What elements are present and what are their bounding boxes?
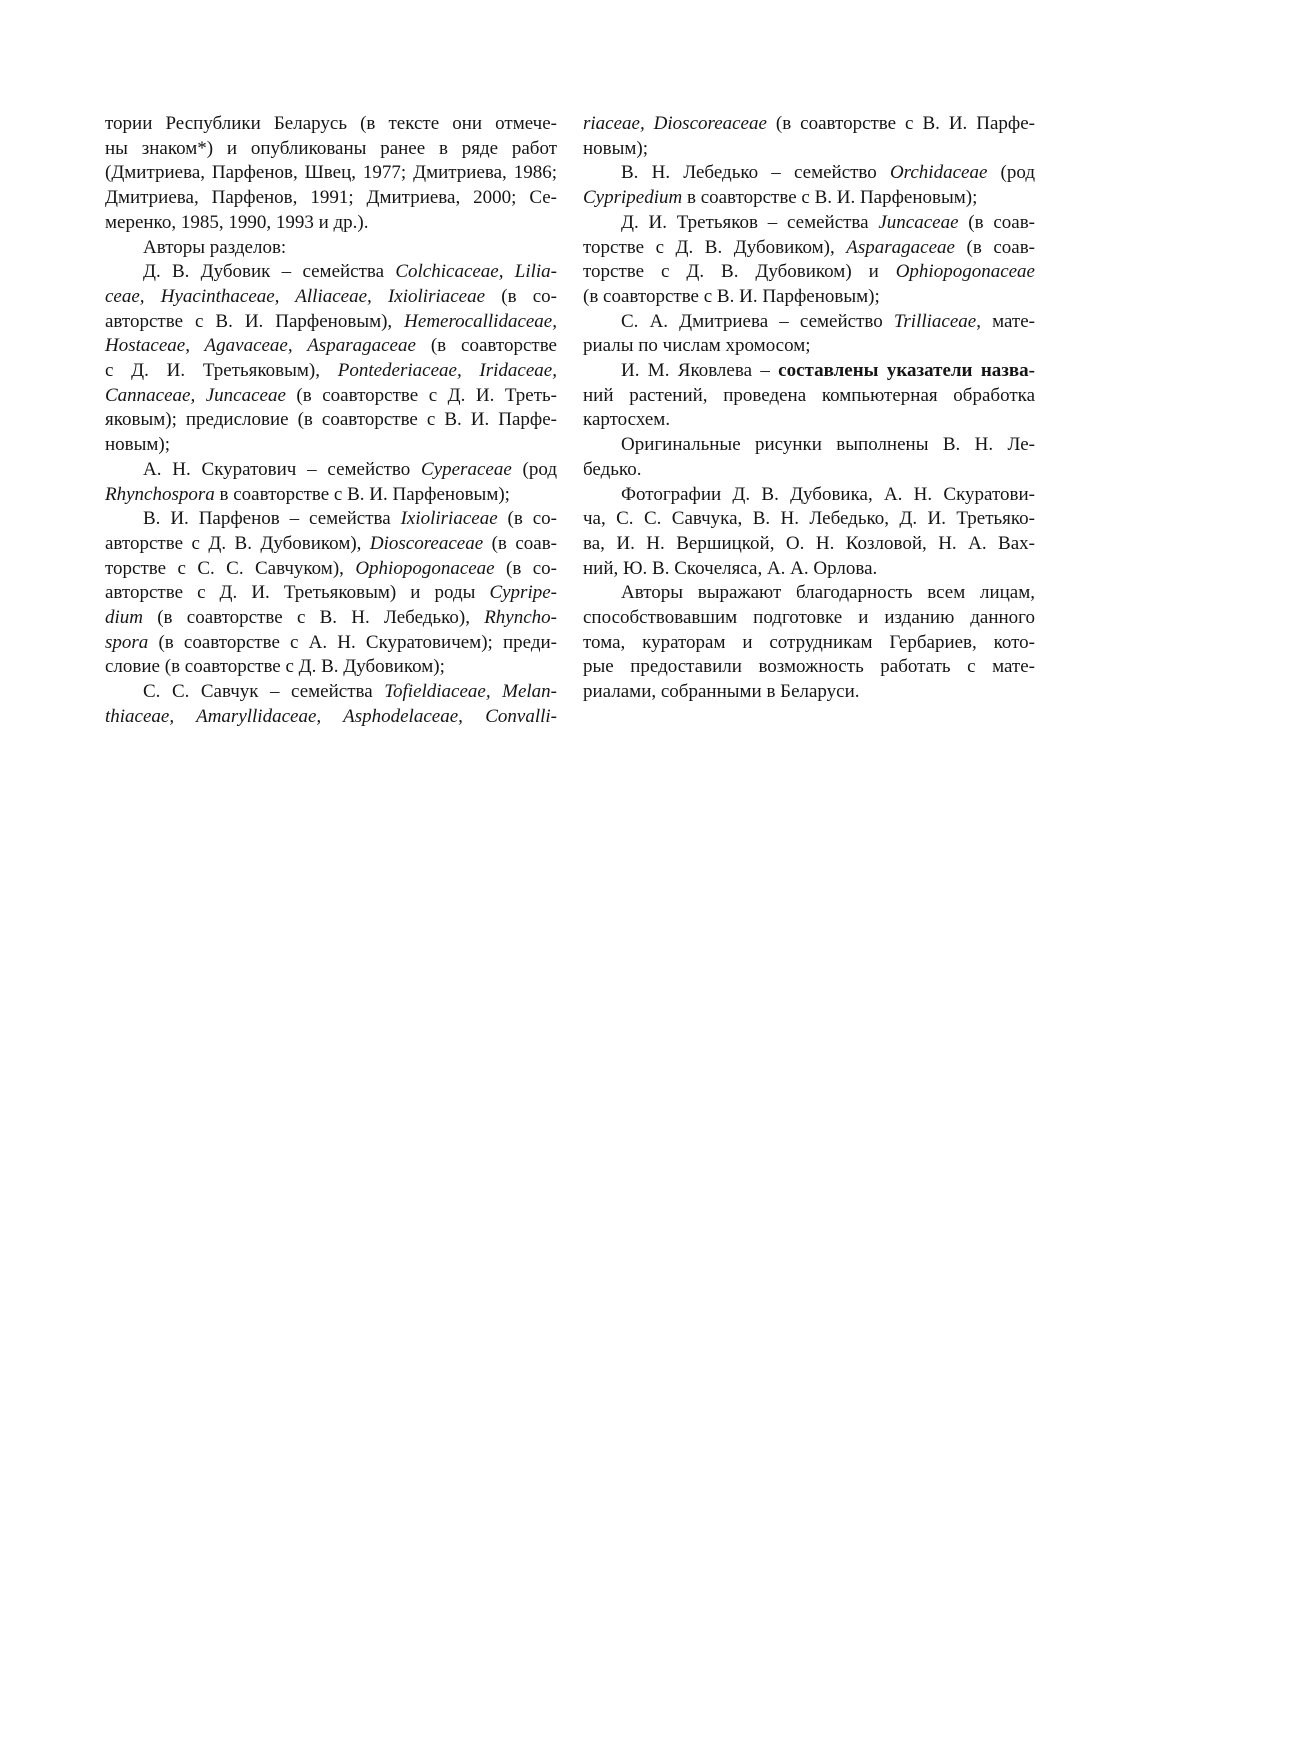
latin-taxon-name: Cannaceae, Juncaceae: [105, 384, 286, 406]
text-line: [105, 359, 557, 384]
text-line: [583, 186, 1035, 211]
text-line: [105, 137, 557, 162]
text-line: [583, 655, 1035, 680]
page-body: [105, 112, 1035, 730]
text-line: [583, 680, 1035, 705]
latin-taxon-name: Hemerocallidaceae,: [404, 310, 557, 332]
text-line: [105, 557, 557, 582]
text-run: (род: [987, 162, 1035, 184]
text-line: [105, 433, 557, 458]
text-line: [583, 236, 1035, 261]
latin-taxon-name: Cypripedium: [583, 187, 683, 209]
text-run: ний, Ю. В. Скочеляса, А. А. Орлова.: [583, 557, 878, 579]
latin-taxon-name: Rhynchospora: [105, 483, 215, 505]
text-line: [583, 557, 1035, 582]
text-run: авторстве с Д. В. Дубовиком),: [105, 532, 370, 554]
text-line: [105, 581, 557, 606]
text-run: (в соав-: [958, 211, 1035, 233]
text-line: [105, 483, 557, 508]
text-run: в соавторстве с В. И. Парфеновым);: [214, 483, 510, 505]
text-run: Оригинальные рисунки выполнены В. Н. Ле-: [621, 434, 1035, 456]
text-line: [583, 458, 1035, 483]
text-run: (в со-: [494, 557, 557, 579]
text-run: Авторы разделов:: [143, 236, 287, 258]
left-column: [105, 112, 557, 730]
bold-text-run: составлены указатели назва-: [778, 360, 1035, 382]
text-run: (в соавторстве с В. И. Парфе-: [766, 113, 1035, 134]
text-run: (в со-: [497, 508, 558, 530]
text-line: [105, 310, 557, 335]
text-line: [105, 458, 557, 483]
text-run: тории Республики Беларусь (в тексте они отмече-: [105, 113, 557, 134]
text-line: [105, 334, 557, 359]
text-run: В. И. Парфенов – семейства: [143, 508, 401, 530]
text-run: ны знаком*) и опубликованы ранее в ряде работ: [105, 137, 557, 159]
text-line: [105, 408, 557, 433]
latin-taxon-name: Pontederiaceae, Iridaceae,: [337, 360, 557, 382]
text-run: (в со-: [485, 285, 557, 307]
text-line: [105, 631, 557, 656]
text-run: способствовавшим подготовке и изданию данного: [583, 607, 1035, 629]
text-run: Д. И. Третьяков – семейства: [621, 211, 879, 233]
text-line: [583, 359, 1035, 384]
text-run: (Дмитриева, Парфенов, Швец, 1977; Дмитриева, 1986;: [105, 162, 557, 184]
text-run: , мате-: [976, 310, 1035, 332]
text-run: торстве с С. С. Савчуком),: [105, 557, 356, 579]
text-line: [583, 483, 1035, 508]
text-run: С. А. Дмитриева – семейство: [621, 310, 894, 332]
text-line: [105, 532, 557, 557]
latin-taxon-name: Ixioliriaceae: [400, 508, 498, 530]
text-line: [105, 655, 557, 680]
text-run: авторстве с В. И. Парфеновым),: [105, 310, 405, 332]
text-run: риалами, собранными в Беларуси.: [583, 681, 860, 703]
text-run: словие (в соавторстве с Д. В. Дубовиком);: [105, 656, 445, 678]
text-line: [583, 384, 1035, 409]
text-run: в соавторстве с В. И. Парфеновым);: [682, 187, 978, 209]
text-run: Дмитриева, Парфенов, 1991; Дмитриева, 2000; Се-: [105, 187, 557, 209]
text-line: [105, 186, 557, 211]
text-line: [583, 433, 1035, 458]
text-line: [583, 507, 1035, 532]
text-line: [583, 260, 1035, 285]
text-run: В. Н. Лебедько – семейство: [621, 162, 890, 184]
text-line: [583, 408, 1035, 433]
text-run: картосхем.: [583, 409, 671, 431]
text-run: (в соавторстве с В. Н. Лебедько),: [143, 607, 485, 629]
text-run: рые предоставили возможность работать с мате-: [583, 656, 1035, 678]
latin-taxon-name: riaceae, Dioscoreaceae: [583, 113, 767, 134]
latin-taxon-name: thiaceae, Amaryllidaceae, Asphodelaceae, Convalli-: [105, 705, 557, 727]
text-run: ва, И. Н. Вершицкой, О. Н. Козловой, Н. А. Вах-: [583, 532, 1035, 554]
latin-taxon-name: Juncaceae: [878, 211, 959, 233]
text-run: (в соавторстве с А. Н. Скуратовичем); преди-: [148, 631, 557, 653]
text-run: бедько.: [583, 458, 642, 480]
latin-taxon-name: spora: [105, 631, 149, 653]
text-run: с Д. И. Третьяковым),: [105, 360, 338, 382]
text-line: [105, 606, 557, 631]
text-run: ча, С. С. Савчука, В. Н. Лебедько, Д. И. Третьяко-: [583, 508, 1035, 530]
latin-taxon-name: Dioscoreaceae: [369, 532, 484, 554]
text-run: И. М. Яковлева –: [621, 360, 779, 382]
text-run: меренко, 1985, 1990, 1993 и др.).: [105, 211, 369, 233]
text-run: ний растений, проведена компьютерная обработка: [583, 384, 1035, 406]
text-run: авторстве с Д. И. Третьяковым) и роды: [105, 582, 490, 604]
text-line: [105, 680, 557, 705]
text-run: Д. В. Дубовик – семейства: [143, 261, 396, 283]
latin-taxon-name: Cypripe-: [489, 582, 557, 604]
text-run: (в соавторстве с В. И. Парфеновым);: [583, 285, 880, 307]
text-run: яковым); предисловие (в соавторстве с В. И. Парфе-: [105, 409, 557, 431]
text-line: [583, 581, 1035, 606]
text-line: [105, 507, 557, 532]
text-line: [105, 285, 557, 310]
text-line: [583, 137, 1035, 162]
latin-taxon-name: Colchicaceae, Lilia-: [395, 261, 557, 283]
text-run: риалы по числам хромосом;: [583, 335, 811, 357]
text-run: новым);: [583, 137, 649, 159]
text-line: [105, 260, 557, 285]
latin-taxon-name: Rhyncho-: [484, 607, 557, 629]
text-run: тома, кураторам и сотрудникам Гербариев, кото-: [583, 631, 1035, 653]
text-run: новым);: [105, 434, 171, 456]
text-line: [105, 384, 557, 409]
text-line: [583, 334, 1035, 359]
text-line: [583, 285, 1035, 310]
text-run: А. Н. Скуратович – семейство: [143, 458, 422, 480]
text-line: [583, 161, 1035, 186]
text-run: (в соав-: [954, 236, 1035, 258]
text-run: (род: [511, 458, 557, 480]
latin-taxon-name: ceae, Hyacinthaceae, Alliaceae, Ixioliriaceae: [105, 285, 486, 307]
right-column: [583, 112, 1035, 730]
text-run: (в соавторстве: [415, 335, 557, 357]
text-line: [583, 112, 1035, 137]
text-line: [583, 211, 1035, 236]
text-run: (в соавторстве с Д. И. Треть-: [285, 384, 557, 406]
latin-taxon-name: Ophiopogonaceae: [355, 557, 495, 579]
text-line: [105, 236, 557, 261]
latin-taxon-name: Orchidaceae: [889, 162, 988, 184]
text-run: (в соав-: [483, 532, 557, 554]
text-line: [105, 112, 557, 137]
text-run: Фотографии Д. В. Дубовика, А. Н. Скуратови-: [621, 483, 1035, 505]
text-line: [105, 211, 557, 236]
latin-taxon-name: Cyperaceae: [421, 458, 512, 480]
text-run: С. С. Савчук – семейства: [143, 681, 385, 703]
text-line: [583, 310, 1035, 335]
text-line: [583, 631, 1035, 656]
latin-taxon-name: dium: [105, 607, 143, 629]
text-line: [105, 705, 557, 730]
text-line: [105, 161, 557, 186]
text-line: [583, 606, 1035, 631]
text-line: [583, 532, 1035, 557]
latin-taxon-name: Tofieldiaceae, Melan-: [384, 681, 557, 703]
latin-taxon-name: Ophiopogonaceae: [895, 261, 1035, 283]
text-run: торстве с Д. В. Дубовиком),: [583, 236, 847, 258]
text-run: Авторы выражают благодарность всем лицам,: [621, 582, 1035, 604]
text-run: торстве с Д. В. Дубовиком) и: [583, 261, 896, 283]
latin-taxon-name: Trilliaceae: [893, 310, 977, 332]
latin-taxon-name: Hostaceae, Agavaceae, Asparagaceae: [105, 335, 416, 357]
latin-taxon-name: Asparagaceae: [846, 236, 955, 258]
